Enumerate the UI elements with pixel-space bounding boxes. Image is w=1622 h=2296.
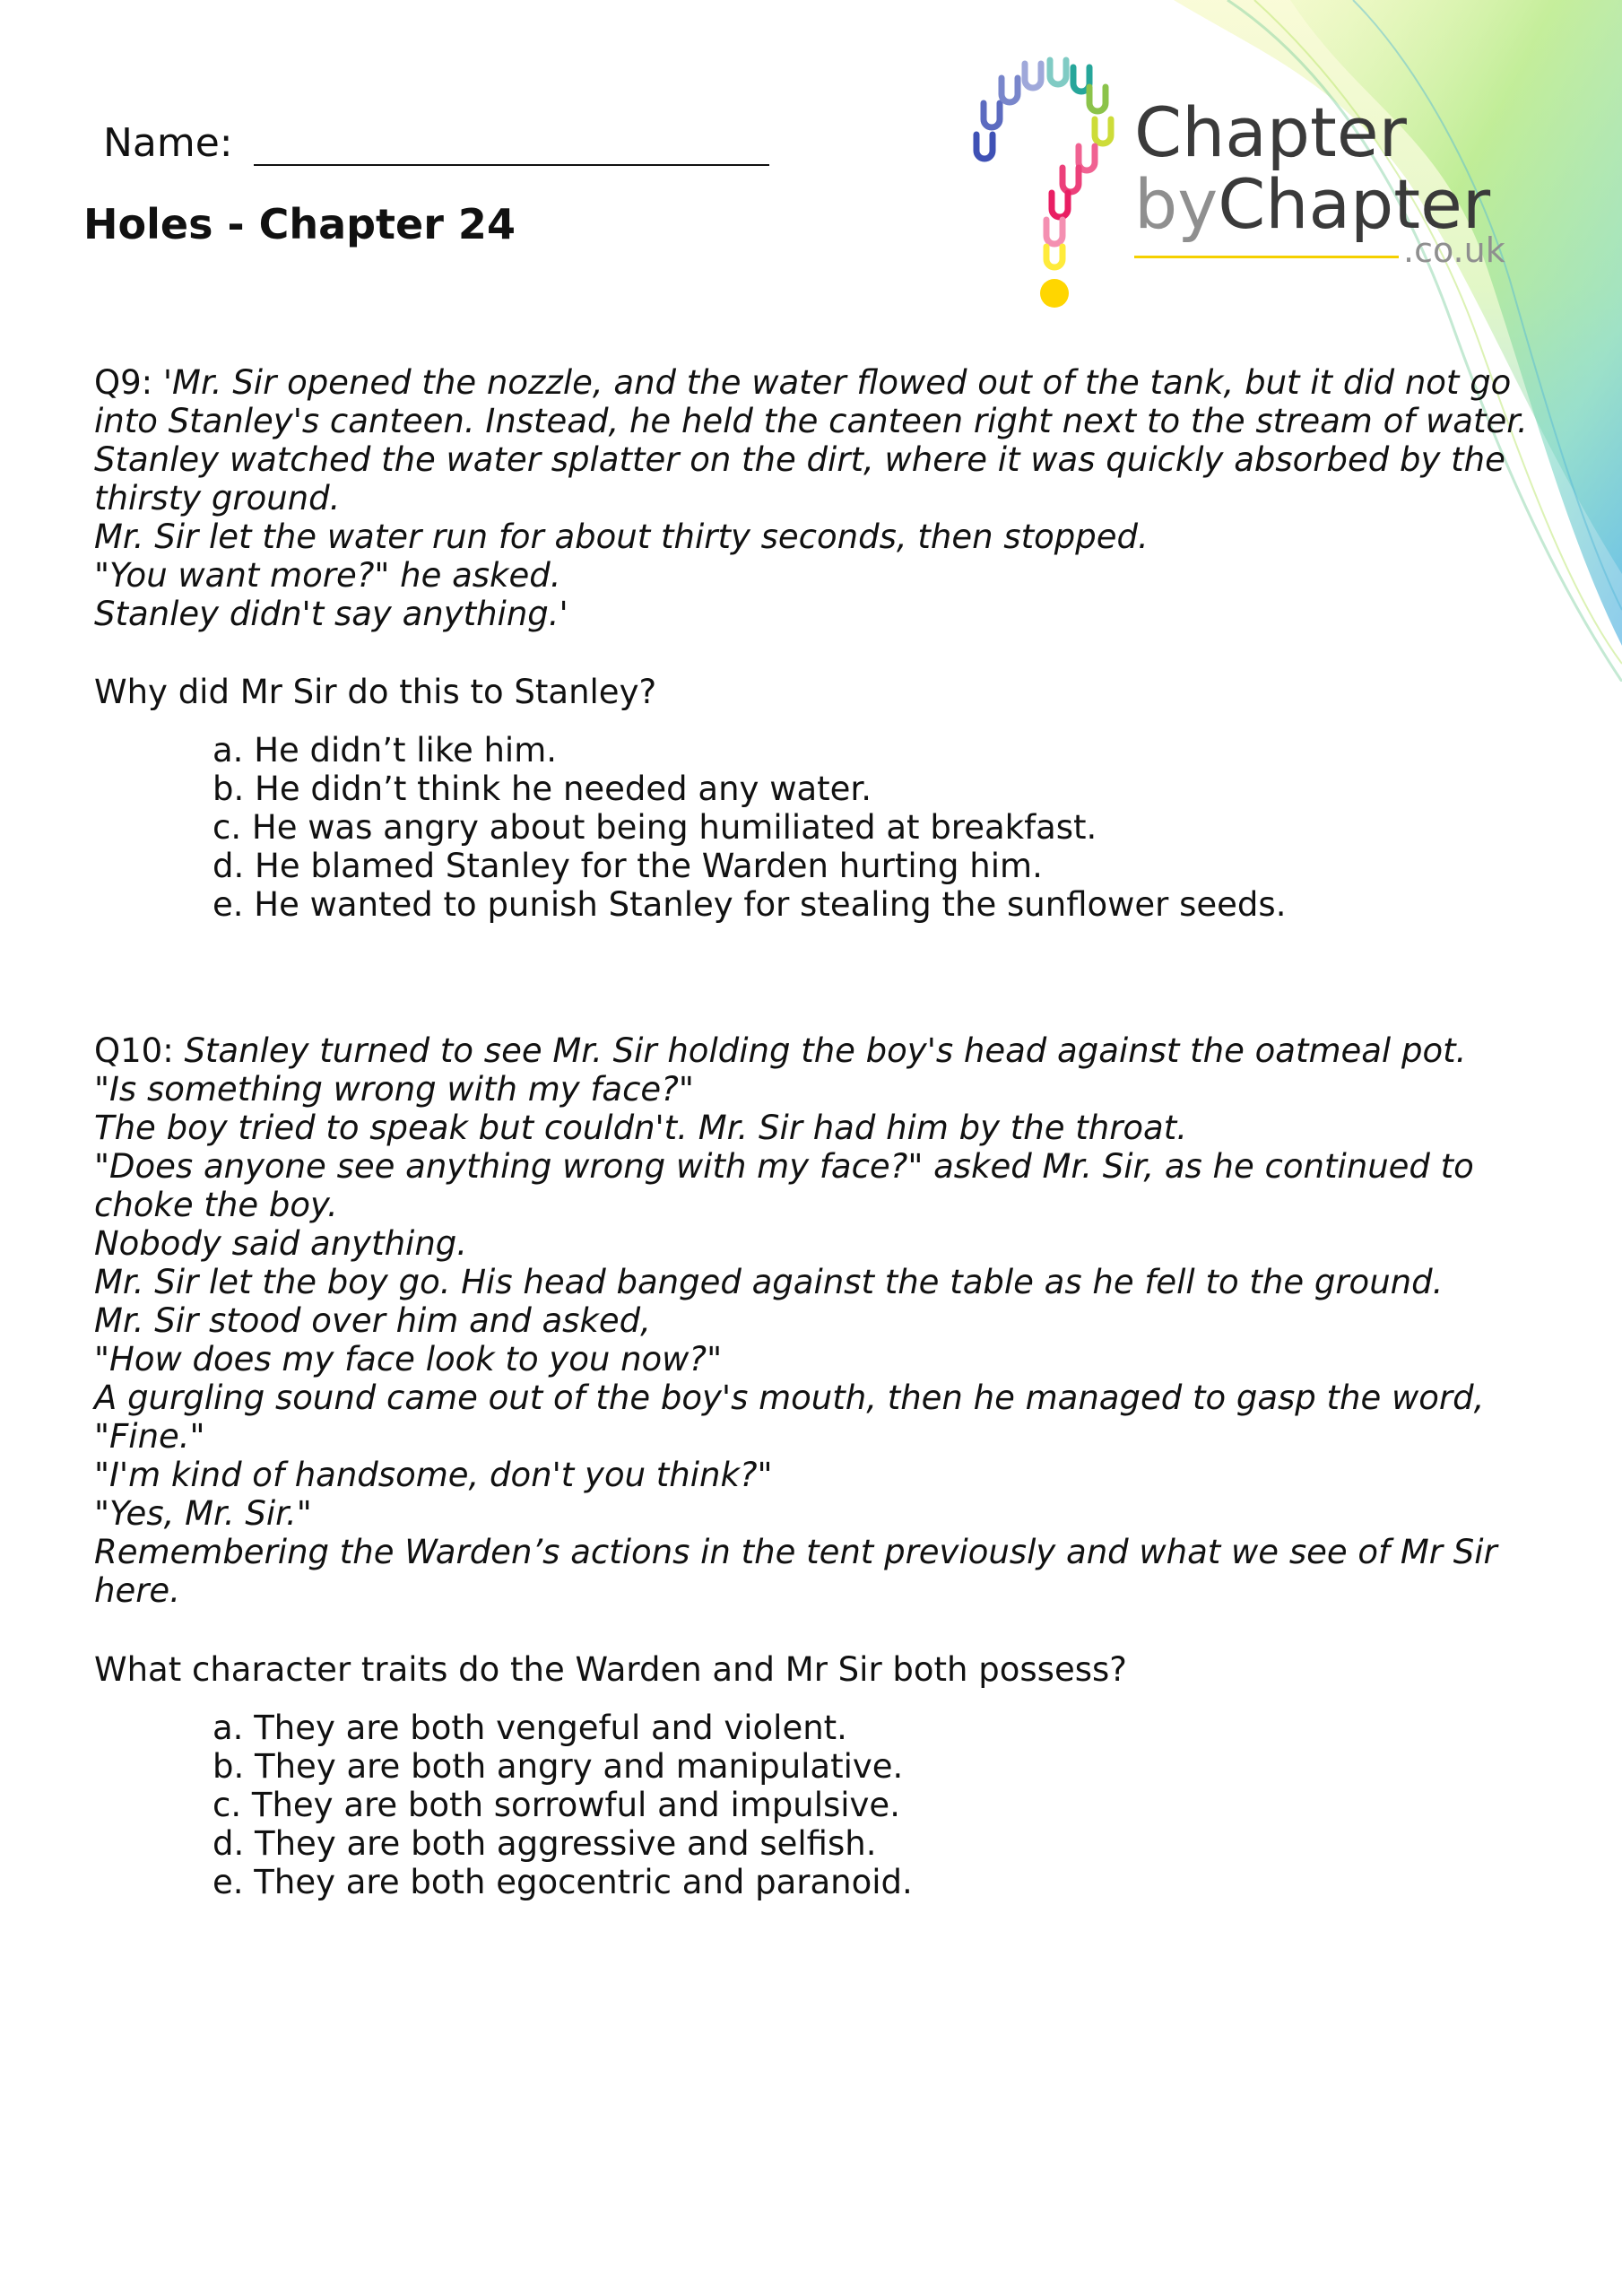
q10-option-e[interactable]: e. They are both egocentric and paranoid. bbox=[213, 1863, 913, 1901]
q10-passage-line: "How does my face look to you now?" bbox=[94, 1340, 723, 1378]
q10-label: Q10: bbox=[94, 1031, 185, 1070]
q9-passage-line: Stanley didn't say anything.' bbox=[94, 595, 568, 633]
q10-passage-line: Nobody said anything. bbox=[94, 1224, 468, 1263]
q9-option-d[interactable]: d. He blamed Stanley for the Warden hurting him. bbox=[213, 847, 1043, 885]
q10-passage-line: "Yes, Mr. Sir." bbox=[94, 1494, 312, 1533]
q9-passage-line: "You want more?" he asked. bbox=[94, 556, 561, 595]
q10-option-b[interactable]: b. They are both angry and manipulative. bbox=[213, 1747, 904, 1786]
chapter-by-chapter-logo bbox=[964, 49, 1529, 318]
q10-passage-line: Mr. Sir let the boy go. His head banged against the table as he fell to the ground. bbox=[94, 1263, 1444, 1301]
q9-options bbox=[213, 731, 1286, 924]
q10-options bbox=[213, 1709, 913, 1901]
q10-option-c[interactable]: c. They are both sorrowful and impulsive. bbox=[213, 1786, 900, 1824]
logo-domain: .co.uk bbox=[1403, 230, 1505, 270]
name-field-line[interactable] bbox=[254, 164, 769, 166]
q10-passage-line: A gurgling sound came out of the boy's mouth, then he managed to gasp the word, bbox=[94, 1378, 1485, 1417]
q9-passage-line: Mr. Sir let the water run for about thirty seconds, then stopped. bbox=[94, 517, 1149, 556]
q10-option-d[interactable]: d. They are both aggressive and selfish. bbox=[213, 1824, 877, 1863]
q10-passage-line: "Fine." bbox=[94, 1417, 205, 1456]
q9-option-e[interactable]: e. He wanted to punish Stanley for stealing the sunflower seeds. bbox=[213, 885, 1287, 924]
q9-passage-line: 'Mr. Sir opened the nozzle, and the water flowed out of the tank, but it did not go bbox=[162, 363, 1512, 402]
q9-passage bbox=[94, 363, 1528, 633]
q10-passage-line: "I'm kind of handsome, don't you think?" bbox=[94, 1456, 773, 1494]
q9-option-b[interactable]: b. He didn’t think he needed any water. bbox=[213, 770, 872, 808]
name-label: Name: bbox=[103, 120, 233, 166]
q9-passage-line: thirsty ground. bbox=[94, 479, 341, 517]
q10-question: What character traits do the Warden and Mr Sir both possess? bbox=[94, 1650, 1127, 1689]
q9-passage-line: Stanley watched the water splatter on the dirt, where it was quickly absorbed by the bbox=[94, 440, 1505, 479]
q10-passage-line: The boy tried to speak but couldn't. Mr. Sir had him by the throat. bbox=[94, 1109, 1187, 1147]
q10-passage-line: Stanley turned to see Mr. Sir holding the boy's head against the oatmeal pot. bbox=[184, 1031, 1467, 1070]
page-title: Holes - Chapter 24 bbox=[83, 200, 516, 248]
q10-passage bbox=[94, 1031, 1497, 1610]
q10-option-a[interactable]: a. They are both vengeful and violent. bbox=[213, 1709, 847, 1747]
q9-option-a[interactable]: a. He didn’t like him. bbox=[213, 731, 558, 770]
q9-option-c[interactable]: c. He was angry about being humiliated at breakfast. bbox=[213, 808, 1097, 847]
q9-question: Why did Mr Sir do this to Stanley? bbox=[94, 673, 657, 711]
logo-word-by: by bbox=[1134, 164, 1219, 244]
q9-label: Q9: bbox=[94, 363, 163, 402]
q10-passage-line: "Does anyone see anything wrong with my face?" asked Mr. Sir, as he continued to bbox=[94, 1147, 1474, 1186]
q10-passage-line: Remembering the Warden’s actions in the tent previously and what we see of Mr Sir bbox=[94, 1533, 1497, 1571]
logo-underline bbox=[1134, 256, 1399, 258]
book-question-mark-icon bbox=[964, 49, 1134, 318]
q10-passage-line: "Is something wrong with my face?" bbox=[94, 1070, 694, 1109]
logo-word-chapter-2: Chapter bbox=[1218, 164, 1491, 244]
logo-word-chapter: Chapter bbox=[1134, 92, 1407, 172]
q9-passage-line: into Stanley's canteen. Instead, he held the canteen right next to the stream of water. bbox=[94, 402, 1528, 440]
q10-passage-line: Mr. Sir stood over him and asked, bbox=[94, 1301, 651, 1340]
q10-passage-line: here. bbox=[94, 1571, 180, 1610]
logo-word-bychapter bbox=[1134, 164, 1491, 244]
q10-passage-line: choke the boy. bbox=[94, 1186, 338, 1224]
